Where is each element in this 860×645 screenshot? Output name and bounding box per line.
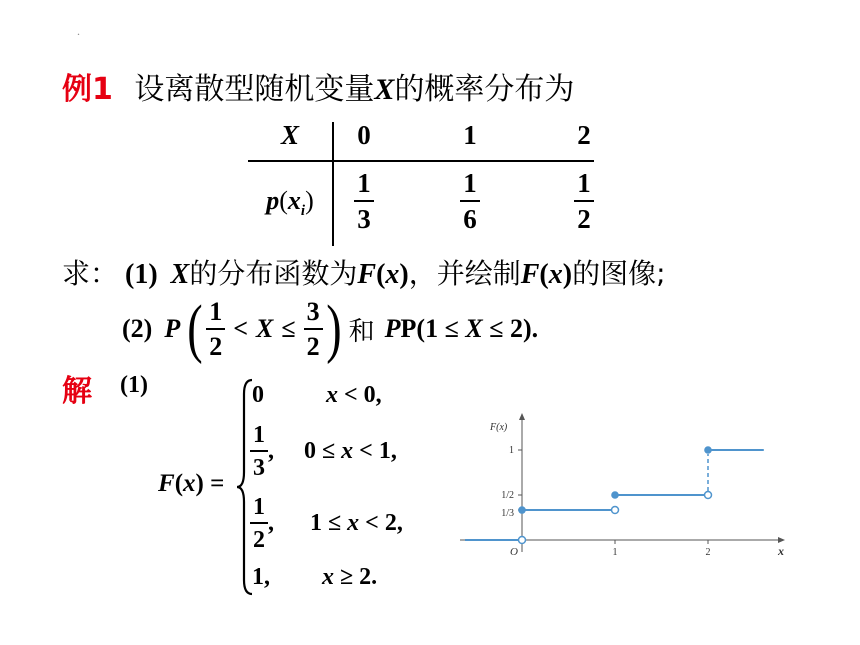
table-header-2: 2 bbox=[577, 120, 591, 150]
table-header-1: 1 bbox=[463, 120, 477, 150]
right-paren-big: ) bbox=[325, 292, 342, 365]
closed-point bbox=[704, 446, 712, 454]
top-dot-mark: . bbox=[77, 24, 80, 38]
solution-label: 解 bbox=[62, 374, 92, 409]
example-title bbox=[62, 64, 574, 108]
origin-label: O bbox=[510, 546, 518, 558]
x-tick-label: 1 bbox=[612, 547, 618, 558]
open-point bbox=[612, 507, 619, 514]
prob-cell-1: $\frac{1}{6}$ bbox=[450, 170, 490, 233]
x-axis-label: x bbox=[778, 544, 784, 558]
prob-cell-0: $\frac{1}{3}$ bbox=[344, 170, 384, 233]
distribution-table bbox=[248, 110, 598, 245]
open-point bbox=[519, 537, 526, 544]
left-paren-big: ( bbox=[187, 292, 203, 365]
prob-cell-2: $\frac{1}{2}$ bbox=[564, 170, 604, 233]
question-1: 求： (1) X的分布函数为F(x)，并绘制F(x)的图像; bbox=[62, 257, 666, 290]
open-point bbox=[705, 492, 712, 499]
title-text-a: 设离散型随机变量 bbox=[134, 72, 375, 107]
table-header-0: 0 bbox=[357, 120, 371, 150]
question-2: (2) P ( $\frac{1}{2}$ < X ≤ $\frac{3}{2}$ ) 和 PP(1 ≤ X ≤ 2). bbox=[122, 292, 539, 365]
graph-axes bbox=[460, 413, 785, 552]
case-3: 1, x ≥ 2. bbox=[252, 564, 378, 590]
table-vline bbox=[332, 122, 334, 246]
cdf-step-graph bbox=[460, 410, 800, 575]
table-hline bbox=[248, 160, 594, 162]
case-2: $\frac{1}{2}$ , 1 ≤ x < 2, bbox=[250, 490, 403, 556]
example-label: 例1 bbox=[62, 72, 113, 107]
question-prefix: 求： bbox=[62, 257, 119, 290]
x-tick-label: 2 bbox=[705, 547, 711, 558]
x-axis-arrow bbox=[778, 537, 785, 543]
solution-part: (1) bbox=[120, 372, 148, 398]
y-axis-arrow bbox=[519, 413, 525, 420]
table-row-label: $p(x_i)$ bbox=[266, 186, 314, 220]
graph-labels bbox=[489, 422, 784, 558]
closed-point bbox=[518, 506, 526, 514]
closed-point bbox=[611, 491, 619, 499]
y-tick-label: 1/3 bbox=[501, 508, 514, 520]
case-0: 0 x < 0, bbox=[252, 382, 382, 408]
title-text-b: 的概率分布为 bbox=[394, 72, 575, 107]
y-axis-label: F(x) bbox=[490, 422, 508, 433]
title-var: X bbox=[374, 73, 395, 106]
y-tick-label: 1 bbox=[509, 445, 514, 456]
table-header-x: X bbox=[280, 120, 299, 150]
case-1: $\frac{1}{3}$ , 0 ≤ x < 1, bbox=[250, 418, 397, 484]
piecewise-lhs: F(x) = bbox=[158, 470, 225, 497]
y-tick-label: 1/2 bbox=[501, 490, 514, 501]
